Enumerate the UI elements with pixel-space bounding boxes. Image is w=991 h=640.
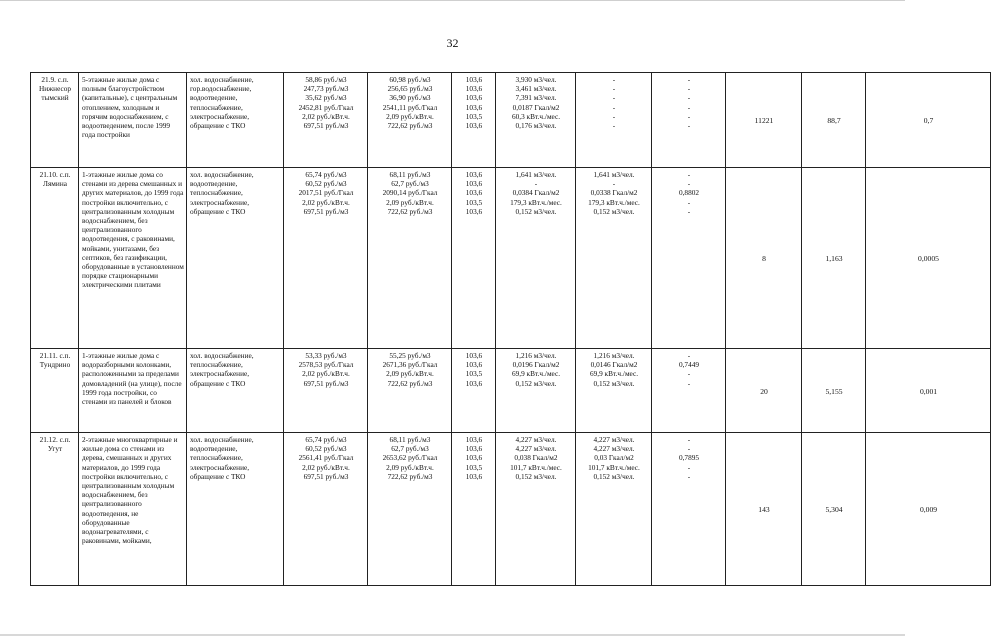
norm-a-cell-line: 60,3 кВт.ч./мес. bbox=[511, 111, 561, 121]
norm-b-cell-line: 0,152 м3/чел. bbox=[593, 378, 635, 388]
share-cell: 5,304 bbox=[802, 433, 866, 586]
tariff-a-cell-line: 2,02 руб./кВт.ч. bbox=[302, 197, 350, 207]
index-cell-line: 103,5 bbox=[465, 369, 483, 379]
index-cell bbox=[452, 73, 496, 168]
tariff-b-cell-line: 2671,36 руб./Гкал bbox=[382, 360, 438, 370]
norm-b-cell-line: 0,0338 Гкал/м2 bbox=[590, 188, 638, 198]
tariff-a-cell bbox=[284, 73, 368, 168]
services-cell-line: электроснабжение, bbox=[190, 197, 250, 207]
services-cell-line: электроснабжение, bbox=[190, 369, 250, 379]
coefficient-cell-line: 0,8802 bbox=[678, 188, 700, 198]
coefficient-cell-line: - bbox=[687, 471, 691, 481]
tariff-a-cell-line: 2017,51 руб./Гкал bbox=[298, 188, 354, 198]
settlement-cell bbox=[31, 349, 79, 433]
services-cell-line: теплоснабжение, bbox=[190, 453, 243, 463]
index-cell-line: 103,6 bbox=[465, 444, 483, 454]
tariff-b-cell-line: 2090,14 руб./Гкал bbox=[382, 188, 438, 198]
services-cell-line: гор.водоснабжение, bbox=[190, 84, 252, 94]
tariff-a-cell-line: 697,51 руб./м3 bbox=[303, 471, 349, 481]
tariff-b-cell-line: 2,09 руб./кВт.ч. bbox=[386, 197, 434, 207]
settlement-cell-line: 21.10. с.п. bbox=[39, 170, 71, 179]
tariff-a-cell-line: 2,02 руб./кВт.ч. bbox=[302, 111, 350, 121]
services-cell-line: хол. водоснабжение, bbox=[190, 75, 254, 84]
housing-type-cell bbox=[79, 73, 187, 168]
index-cell-line: 103,6 bbox=[465, 121, 483, 131]
tariff-b-cell-line: 722,62 руб./м3 bbox=[387, 471, 433, 481]
settlement-cell bbox=[31, 73, 79, 168]
norm-b-cell-line: 4,227 м3/чел. bbox=[593, 444, 635, 454]
coefficient-cell-line: - bbox=[687, 197, 691, 207]
coefficient-cell bbox=[652, 73, 726, 168]
services-cell bbox=[187, 349, 284, 433]
norm-b-cell-line: 1,641 м3/чел. bbox=[593, 170, 635, 179]
services-cell-line: водоотведение, bbox=[190, 444, 238, 454]
tariff-a-cell-line: 697,51 руб./м3 bbox=[303, 378, 349, 388]
tariff-a-cell-line: 60,52 руб./м3 bbox=[305, 179, 347, 189]
norm-b-cell-line: - bbox=[612, 75, 616, 84]
norm-b-cell-line: - bbox=[612, 93, 616, 103]
percent-cell: 0,0005 bbox=[866, 168, 991, 349]
coefficient-cell-line: - bbox=[687, 111, 691, 121]
percent-cell: 0,001 bbox=[866, 349, 991, 433]
settlement-cell-line: Нижнесор bbox=[38, 84, 72, 94]
norm-b-cell-line: 101,7 кВт.ч./мес. bbox=[588, 462, 640, 472]
count-cell: 11221 bbox=[726, 73, 802, 168]
norm-b-cell-line: - bbox=[612, 102, 616, 112]
coefficient-cell-line: - bbox=[687, 93, 691, 103]
services-cell-line: электроснабжение, bbox=[190, 462, 250, 472]
tariff-b-cell bbox=[368, 168, 452, 349]
norm-b-cell-line: - bbox=[612, 111, 616, 121]
tariff-b-cell bbox=[368, 349, 452, 433]
index-cell bbox=[452, 349, 496, 433]
index-cell-line: 103,6 bbox=[465, 93, 483, 103]
coefficient-cell bbox=[652, 168, 726, 349]
percent-cell: 0,009 bbox=[866, 433, 991, 586]
tariff-b-cell-line: 256,65 руб./м3 bbox=[387, 84, 433, 94]
norm-b-cell-line: 1,216 м3/чел. bbox=[593, 351, 635, 360]
page-number: 32 bbox=[446, 36, 459, 50]
tariff-b-cell-line: 55,25 руб./м3 bbox=[389, 351, 431, 360]
share-cell: 88,7 bbox=[802, 73, 866, 168]
norm-a-cell bbox=[496, 168, 576, 349]
index-cell-line: 103,6 bbox=[465, 84, 483, 94]
norm-a-cell-line: 4,227 м3/чел. bbox=[515, 444, 557, 454]
norm-b-cell-line: 69,9 кВт.ч./мес. bbox=[589, 369, 639, 379]
count-cell: 20 bbox=[726, 349, 802, 433]
tariff-b-cell-line: 60,98 руб./м3 bbox=[389, 75, 431, 84]
housing-type-cell bbox=[79, 433, 187, 586]
tariff-b-cell bbox=[368, 73, 452, 168]
tariff-a-cell-line: 60,52 руб./м3 bbox=[305, 444, 347, 454]
norm-a-cell-line: 0,038 Гкал/м2 bbox=[514, 453, 558, 463]
tariff-b-cell-line: 2,09 руб./кВт.ч. bbox=[386, 462, 434, 472]
norm-a-cell bbox=[496, 433, 576, 586]
tariff-b-cell-line: 722,62 руб./м3 bbox=[387, 121, 433, 131]
coefficient-cell bbox=[652, 433, 726, 586]
tariff-b-cell-line: 2653,62 руб./Гкал bbox=[382, 453, 438, 463]
settlement-cell-line: 21.9. с.п. bbox=[41, 75, 69, 84]
tariff-a-cell-line: 2578,53 руб./Гкал bbox=[298, 360, 354, 370]
coefficient-cell-line: - bbox=[687, 206, 691, 216]
norm-b-cell bbox=[576, 349, 652, 433]
norm-b-cell-line: - bbox=[612, 121, 616, 131]
tariff-b-cell-line: 722,62 руб./м3 bbox=[387, 378, 433, 388]
norm-a-cell-line: 4,227 м3/чел. bbox=[515, 435, 557, 444]
tariff-a-cell bbox=[284, 433, 368, 586]
services-cell bbox=[187, 433, 284, 586]
settlement-cell-line: Лямина bbox=[43, 179, 67, 189]
count-cell: 143 bbox=[726, 433, 802, 586]
index-cell-line: 103,5 bbox=[465, 197, 483, 207]
index-cell-line: 103,6 bbox=[465, 102, 483, 112]
coefficient-cell-line: 0,7895 bbox=[678, 453, 700, 463]
coefficient-cell-line: - bbox=[687, 121, 691, 131]
scan-edge-bottom bbox=[0, 634, 905, 636]
scan-edge-top bbox=[0, 0, 905, 1]
services-cell-line: хол. водоснабжение, bbox=[190, 170, 254, 179]
norm-b-cell-line: 0,03 Гкал/м2 bbox=[594, 453, 634, 463]
norm-a-cell-line: 0,152 м3/чел. bbox=[515, 471, 557, 481]
index-cell bbox=[452, 433, 496, 586]
tariff-table bbox=[30, 72, 991, 586]
index-cell-line: 103,5 bbox=[465, 462, 483, 472]
services-cell-line: электроснабжение, bbox=[190, 111, 250, 121]
settlement-cell bbox=[31, 433, 79, 586]
norm-a-cell-line: 1,641 м3/чел. bbox=[515, 170, 557, 179]
norm-a-cell bbox=[496, 349, 576, 433]
tariff-b-cell-line: 68,11 руб./м3 bbox=[389, 170, 431, 179]
norm-a-cell bbox=[496, 73, 576, 168]
norm-a-cell-line: 179,3 кВт.ч./мес. bbox=[510, 197, 562, 207]
norm-a-cell-line: 0,0187 Гкал/м2 bbox=[512, 102, 560, 112]
norm-b-cell-line: - bbox=[612, 179, 616, 189]
settlement-cell-line: Угут bbox=[47, 444, 63, 454]
settlement-cell-line: 21.11. с.п. bbox=[39, 351, 71, 360]
share-cell: 5,155 bbox=[802, 349, 866, 433]
table-row bbox=[31, 168, 991, 349]
tariff-a-cell-line: 58,86 руб./м3 bbox=[305, 75, 347, 84]
tariff-a-cell bbox=[284, 349, 368, 433]
settlement-cell-line: тымский bbox=[41, 93, 69, 103]
coefficient-cell bbox=[652, 349, 726, 433]
tariff-a-cell-line: 2561,41 руб./Гкал bbox=[298, 453, 354, 463]
services-cell-line: обращение с ТКО bbox=[190, 206, 246, 216]
norm-b-cell bbox=[576, 433, 652, 586]
tariff-a-cell-line: 697,51 руб./м3 bbox=[303, 121, 349, 131]
index-cell-line: 103,6 bbox=[465, 471, 483, 481]
tariff-b-cell bbox=[368, 433, 452, 586]
tariff-b-cell-line: 62,7 руб./м3 bbox=[391, 444, 429, 454]
services-cell-line: теплоснабжение, bbox=[190, 360, 243, 370]
housing-type-text: 2-этажные многоквартирные и жилые дома со стенами из дерева, смешанных и других материалов, до 1999 года постройки включительно, с централизованным холодным водоснабжением, без централизованного водоотведения, не оборудованные водонагревателями, с раковинами, мойками, bbox=[82, 435, 178, 546]
tariff-a-cell-line: 2452,81 руб./Гкал bbox=[298, 102, 354, 112]
index-cell-line: 103,6 bbox=[465, 378, 483, 388]
index-cell-line: 103,6 bbox=[465, 188, 483, 198]
coefficient-cell-line: - bbox=[687, 462, 691, 472]
norm-a-cell-line: 1,216 м3/чел. bbox=[515, 351, 557, 360]
norm-a-cell-line: 0,0384 Гкал/м2 bbox=[512, 188, 560, 198]
norm-b-cell-line: 179,3 кВт.ч./мес. bbox=[588, 197, 640, 207]
services-cell-line: хол. водоснабжение, bbox=[190, 435, 254, 444]
index-cell-line: 103,6 bbox=[465, 435, 483, 444]
coefficient-cell-line: 0,7449 bbox=[678, 360, 700, 370]
coefficient-cell-line: - bbox=[687, 179, 691, 189]
housing-type-cell bbox=[79, 349, 187, 433]
norm-b-cell-line: - bbox=[612, 84, 616, 94]
services-cell-line: теплоснабжение, bbox=[190, 188, 243, 198]
coefficient-cell-line: - bbox=[687, 378, 691, 388]
tariff-a-cell-line: 53,33 руб./м3 bbox=[305, 351, 347, 360]
coefficient-cell-line: - bbox=[687, 102, 691, 112]
index-cell-line: 103,5 bbox=[465, 111, 483, 121]
tariff-b-cell-line: 68,11 руб./м3 bbox=[389, 435, 431, 444]
coefficient-cell-line: - bbox=[687, 435, 691, 444]
tariff-a-cell-line: 2,02 руб./кВт.ч. bbox=[302, 462, 350, 472]
norm-a-cell-line: 0,152 м3/чел. bbox=[515, 206, 557, 216]
coefficient-cell-line: - bbox=[687, 351, 691, 360]
services-cell-line: обращение с ТКО bbox=[190, 378, 246, 388]
norm-a-cell-line: 3,930 м3/чел. bbox=[515, 75, 557, 84]
settlement-cell bbox=[31, 168, 79, 349]
tariff-b-cell-line: 36,90 руб./м3 bbox=[389, 93, 431, 103]
tariff-a-cell-line: 35,62 руб./м3 bbox=[305, 93, 347, 103]
index-cell bbox=[452, 168, 496, 349]
tariff-a-cell-line: 247,73 руб./м3 bbox=[303, 84, 349, 94]
index-cell-line: 103,6 bbox=[465, 170, 483, 179]
services-cell-line: обращение с ТКО bbox=[190, 471, 246, 481]
services-cell-line: обращение с ТКО bbox=[190, 121, 246, 131]
index-cell-line: 103,6 bbox=[465, 179, 483, 189]
norm-b-cell-line: 0,152 м3/чел. bbox=[593, 471, 635, 481]
services-cell-line: хол. водоснабжение, bbox=[190, 351, 254, 360]
index-cell-line: 103,6 bbox=[465, 75, 483, 84]
coefficient-cell-line: - bbox=[687, 369, 691, 379]
norm-b-cell bbox=[576, 73, 652, 168]
norm-a-cell-line: 101,7 кВт.ч./мес. bbox=[510, 462, 562, 472]
index-cell-line: 103,6 bbox=[465, 360, 483, 370]
housing-type-text: 1-этажные жилые дома с водоразборными колонками, расположенными за пределами домовладений (на улице), после 1999 года постройки, со стенами из панелей и блоков bbox=[82, 351, 182, 407]
table-row bbox=[31, 433, 991, 586]
services-cell-line: теплоснабжение, bbox=[190, 102, 243, 112]
index-cell-line: 103,6 bbox=[465, 206, 483, 216]
services-cell bbox=[187, 73, 284, 168]
tariff-a-cell-line: 65,74 руб./м3 bbox=[305, 435, 347, 444]
housing-type-cell bbox=[79, 168, 187, 349]
tariff-a-cell-line: 2,02 руб./кВт.ч. bbox=[302, 369, 350, 379]
share-cell: 1,163 bbox=[802, 168, 866, 349]
tariff-b-cell-line: 2,09 руб./кВт.ч. bbox=[386, 111, 434, 121]
housing-type-text: 1-этажные жилые дома со стенами из дерева смешанных и других материалов, до 1999 года постройки включительно, с централизованным холодным водоснабжением, без централизованного водоотведения, с раковинами, мойками, унитазами, без септиков, без газификации, оборудованные в установленном порядке стационарными электрическими плитами bbox=[82, 170, 184, 290]
index-cell-line: 103,6 bbox=[465, 453, 483, 463]
norm-a-cell-line: 69,9 кВт.ч./мес. bbox=[511, 369, 561, 379]
tariff-b-cell-line: 2,09 руб./кВт.ч. bbox=[386, 369, 434, 379]
settlement-cell-line: Тундрино bbox=[39, 360, 71, 370]
norm-a-cell-line: 0,176 м3/чел. bbox=[515, 121, 557, 131]
tariff-b-cell-line: 62,7 руб./м3 bbox=[391, 179, 429, 189]
settlement-cell-line: 21.12. с.п. bbox=[39, 435, 71, 444]
norm-a-cell-line: - bbox=[534, 179, 538, 189]
coefficient-cell-line: - bbox=[687, 170, 691, 179]
table-row bbox=[31, 349, 991, 433]
norm-b-cell-line: 0,0146 Гкал/м2 bbox=[590, 360, 638, 370]
coefficient-cell-line: - bbox=[687, 75, 691, 84]
table-row bbox=[31, 73, 991, 168]
norm-a-cell-line: 3,461 м3/чел. bbox=[515, 84, 557, 94]
coefficient-cell-line: - bbox=[687, 444, 691, 454]
services-cell-line: водоотведение, bbox=[190, 179, 238, 189]
tariff-b-cell-line: 722,62 руб./м3 bbox=[387, 206, 433, 216]
norm-b-cell bbox=[576, 168, 652, 349]
norm-b-cell-line: 0,152 м3/чел. bbox=[593, 206, 635, 216]
services-cell bbox=[187, 168, 284, 349]
norm-b-cell-line: 4,227 м3/чел. bbox=[593, 435, 635, 444]
services-cell-line: водоотведение, bbox=[190, 93, 238, 103]
count-cell: 8 bbox=[726, 168, 802, 349]
tariff-a-cell bbox=[284, 168, 368, 349]
index-cell-line: 103,6 bbox=[465, 351, 483, 360]
norm-a-cell-line: 0,152 м3/чел. bbox=[515, 378, 557, 388]
housing-type-text: 5-этажные жилые дома с полным благоустройством (капитальные), с центральным отоплением, холодным и горячим водоснабжением, с водоотведением, после 1999 года постройки bbox=[82, 75, 178, 140]
tariff-a-cell-line: 65,74 руб./м3 bbox=[305, 170, 347, 179]
tariff-a-cell-line: 697,51 руб./м3 bbox=[303, 206, 349, 216]
tariff-b-cell-line: 2541,11 руб./Гкал bbox=[382, 102, 438, 112]
norm-a-cell-line: 0,0196 Гкал/м2 bbox=[512, 360, 560, 370]
percent-cell: 0,7 bbox=[866, 73, 991, 168]
coefficient-cell-line: - bbox=[687, 84, 691, 94]
norm-a-cell-line: 7,391 м3/чел. bbox=[515, 93, 557, 103]
